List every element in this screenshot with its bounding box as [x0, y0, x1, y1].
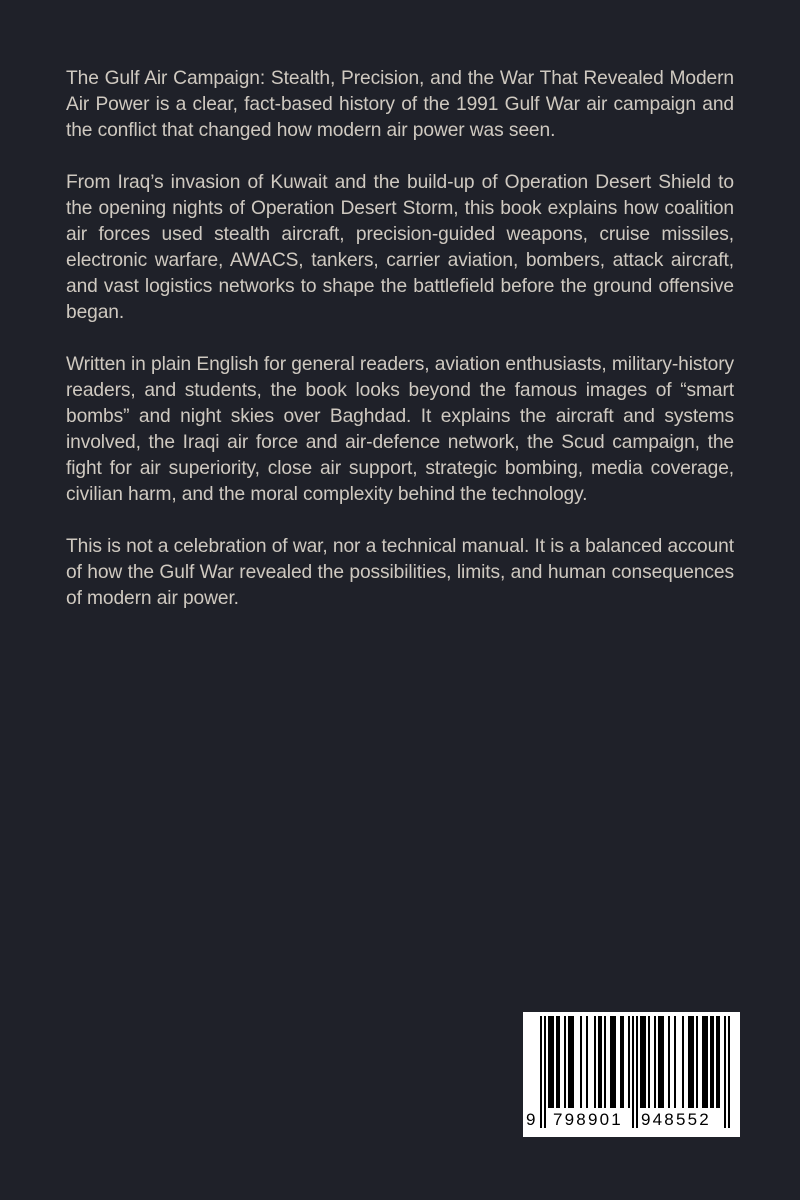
barcode-bar	[586, 1016, 588, 1108]
blurb-paragraph-2: From Iraq’s invasion of Kuwait and the build-up of Operation Desert Shield to the opening nights of Operation Desert Storm, this book explains how coalition air forces used stealth aircraft, precision-guided weapons, cruise missiles, electronic warfare, AWACS, tankers, carrier aviation, bombers, attack aircraft, and vast logistics networks to shape the battlefield before the ground offensive began.	[66, 172, 734, 323]
barcode-left-group: 798901	[553, 1110, 623, 1129]
barcode-bar	[674, 1016, 676, 1108]
barcode-bar	[706, 1016, 708, 1108]
barcode-digits	[523, 1110, 740, 1134]
blurb-text	[66, 66, 734, 638]
barcode-bar	[688, 1016, 690, 1108]
barcode-bar	[614, 1016, 616, 1108]
barcode-bar	[622, 1016, 624, 1108]
barcode-bar	[556, 1016, 558, 1108]
barcode-bar	[682, 1016, 684, 1108]
barcode-bar	[644, 1016, 646, 1108]
barcode-right-group: 948552	[641, 1110, 711, 1129]
blurb-paragraph-1: The Gulf Air Campaign: Stealth, Precision, and the War That Revealed Modern Air Power is a clear, fact-based history of the 1991 Gulf War air campaign and the conflict that changed how modern air power was seen.	[66, 68, 734, 141]
barcode-bar	[550, 1016, 552, 1108]
barcode-bar	[662, 1016, 664, 1108]
blurb-paragraph-4: This is not a celebration of war, nor a technical manual. It is a balanced account of how the Gulf War revealed the possibilities, limits, and human consequences of modern air power.	[66, 536, 734, 609]
barcode-bar	[696, 1016, 698, 1108]
barcode-bar	[580, 1016, 582, 1108]
barcode-bar	[658, 1016, 660, 1108]
barcode-bar	[710, 1016, 712, 1108]
isbn-barcode	[523, 1012, 740, 1137]
barcode-bar	[702, 1016, 704, 1108]
barcode-bar	[660, 1016, 662, 1108]
barcode-bar	[612, 1016, 614, 1108]
barcode-bar	[668, 1016, 670, 1108]
barcode-bar	[712, 1016, 714, 1108]
barcode-bar	[598, 1016, 600, 1108]
barcode-bar	[594, 1016, 596, 1108]
barcode-bar	[604, 1016, 606, 1108]
barcode-bar	[620, 1016, 622, 1108]
barcode-bar	[704, 1016, 706, 1108]
barcode-bar	[648, 1016, 650, 1108]
barcode-bar	[558, 1016, 560, 1108]
barcode-bar	[572, 1016, 574, 1108]
blurb-paragraph-3: Written in plain English for general readers, aviation enthusiasts, military-history readers, and students, the book looks beyond the famous images of “smart bombs” and night skies over Baghdad. It explains the aircraft and systems involved, the Iraqi air force and air-defence network, the Scud campaign, the fight for air superiority, close air support, strategic bombing, media coverage, civilian harm, and the moral complexity behind the technology.	[66, 354, 734, 505]
barcode-bar	[568, 1016, 570, 1108]
barcode-bar	[642, 1016, 644, 1108]
barcode-bar	[548, 1016, 550, 1108]
barcode-bar	[600, 1016, 602, 1108]
barcode-bar	[690, 1016, 692, 1108]
barcode-bar	[718, 1016, 720, 1108]
barcode-bar	[692, 1016, 694, 1108]
barcode-bar	[564, 1016, 566, 1108]
barcode-bar	[610, 1016, 612, 1108]
barcode-bar	[654, 1016, 656, 1108]
barcode-first-digit: 9	[526, 1110, 538, 1129]
barcode-bar	[628, 1016, 630, 1108]
barcode-bar	[640, 1016, 642, 1108]
barcode-bar	[570, 1016, 572, 1108]
barcode-bar	[552, 1016, 554, 1108]
barcode-bar	[716, 1016, 718, 1108]
